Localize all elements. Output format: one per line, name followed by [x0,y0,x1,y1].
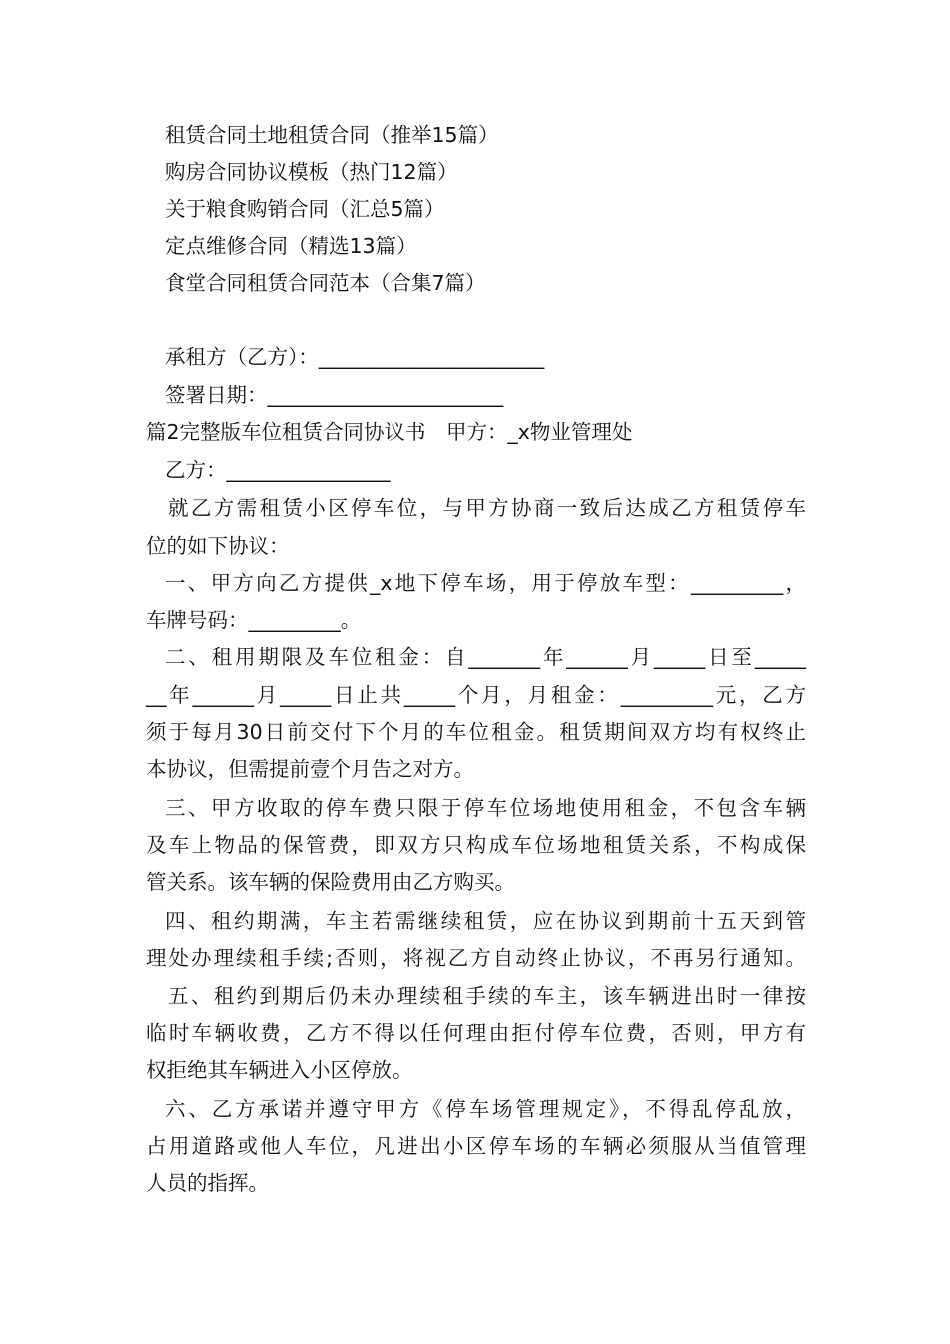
sign-date-line: 签署日期：_______________________ [165,383,504,407]
body-line: 六、乙方承诺并遵守甲方《停车场管理规定》，不得乱停乱放， [165,1097,806,1121]
body-line: 管关系。该车辆的保险费用由乙方购买。 [146,870,515,894]
body-line: 本协议，但需提前壹个月告之对方。 [146,757,474,781]
related-doc-3: 关于粮食购销合同（汇总5篇） [165,197,445,221]
related-doc-2: 购房合同协议模板（热门12篇） [165,160,458,184]
body-line: 四、租约期满，车主若需继续租赁，应在协议到期前十五天到管 [165,909,806,933]
body-line: 人员的指挥。 [146,1171,269,1195]
body-line: 三、甲方收取的停车费只限于停车位场地使用租金，不包含车辆 [165,796,806,820]
lessee-line: 承租方（乙方）：______________________ [165,345,545,369]
body-line: 五、租约到期后仍未办理续租手续的车主，该车辆进出时一律按 [168,984,806,1008]
body-line: 及车上物品的保管费，即双方只构成车位场地租赁关系，不构成保 [146,833,806,857]
related-doc-1: 租赁合同土地租赁合同（推举15篇） [165,123,499,147]
body-line: 二、租用期限及车位租金：自_______年______月_____日至_____ [165,645,806,669]
related-doc-5: 食堂合同租赁合同范本（合集7篇） [165,271,486,295]
body-line: 须于每月30日前交付下个月的车位租金。租赁期间双方均有权终止 [146,720,806,744]
body-line: 就乙方需租赁小区停车位，与甲方协商一致后达成乙方租赁停车 [168,496,806,520]
body-line: 临时车辆收费，乙方不得以任何理由拒付停车位费，否则，甲方有 [146,1021,806,1045]
body-line: 权拒绝其车辆进入小区停放。 [146,1058,413,1082]
related-doc-4: 定点维修合同（精选13篇） [165,234,417,258]
body-line: 一、甲方向乙方提供_x地下停车场，用于停放车型：_________， [165,571,806,595]
body-line: __年______月_____日止共_____个月，月租金：_________元，乙方 [146,683,806,707]
body-line: 车牌号码：_________。 [146,608,362,632]
body-line: 占用道路或他人车位，凡进出小区停车场的车辆必须服从当值管理 [146,1134,806,1158]
party-b-line: 乙方：________________ [165,458,391,482]
body-line: 位的如下协议： [146,534,290,558]
body-line: 理处办理续租手续;否则，将视乙方自动终止协议，不再另行通知。 [146,946,806,970]
section-heading: 篇2完整版车位租赁合同协议书 甲方：_x物业管理处 [146,420,633,444]
